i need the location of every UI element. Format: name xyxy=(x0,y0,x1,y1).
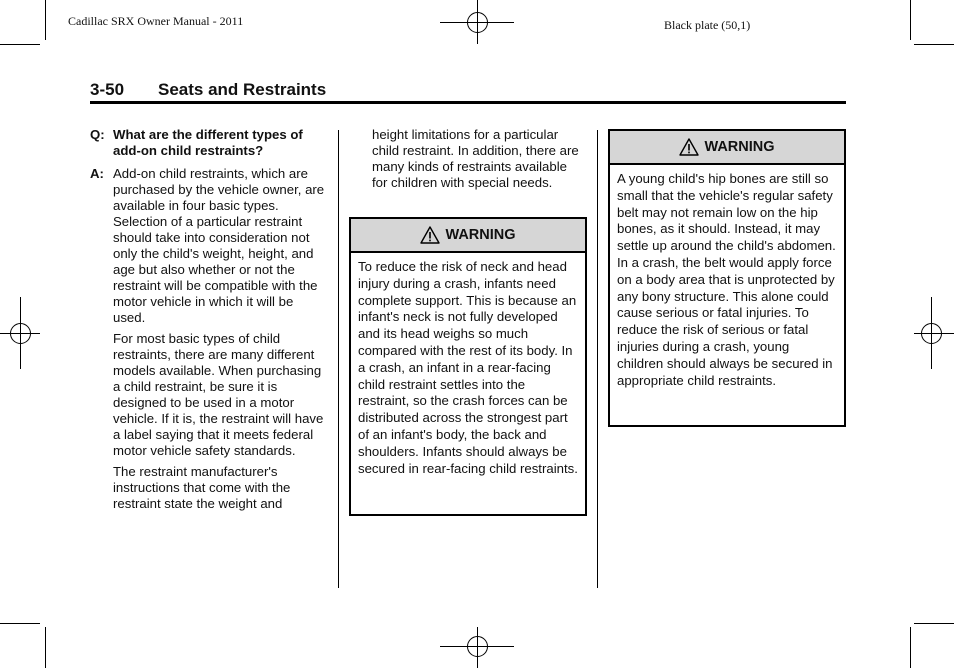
header-rule xyxy=(90,101,846,104)
question-tag: Q: xyxy=(90,127,105,142)
paragraph: height limitations for a particular child restraint. In addition, there are many kinds of restraints available for children with special needs. xyxy=(372,127,579,190)
question-block xyxy=(90,127,326,159)
print-meta-right: Black plate (50,1) xyxy=(664,18,751,32)
warning-title: WARNING xyxy=(445,227,516,243)
crop-mark xyxy=(914,44,954,45)
page-number: 3-50 xyxy=(90,80,125,99)
column-1 xyxy=(90,127,326,512)
paragraph: For most basic types of child restraints, there are many different models available. When purchasing a child restraint, be sure it is designed to be used in a motor vehicle. If it is, the restraint will have a label saying that it meets federal motor vehicle safety standards. xyxy=(113,331,324,458)
warning-text: To reduce the risk of neck and head injury during a crash, infants need complete support. This is because an infant's neck is not fully developed and its head weighs so much compared with the rest of its body. In a crash, an infant in a rear-facing child restraint settles into the restraint, so the crash forces can be distributed across the strongest part of an infant's body, the back and shoulders. Infants should always be secured in rear-facing child restraints. xyxy=(358,259,578,476)
print-meta-left: Cadillac SRX Owner Manual - 2011 xyxy=(68,14,244,28)
crop-mark xyxy=(0,623,40,624)
section-title: Seats and Restraints xyxy=(158,80,327,99)
warning-triangle-icon xyxy=(679,138,699,156)
answer-text: Add-on child restraints, which are purchased by the vehicle owner, are available in four basic types. Selection of a particular restraint should take into consideration not only the child's weight, height, and age but also whether or not the restraint will be compatible with the motor vehicle in which it will be used. xyxy=(113,166,325,325)
crop-mark xyxy=(910,0,911,40)
crop-mark xyxy=(0,44,40,45)
crop-mark xyxy=(45,0,46,40)
warning-header xyxy=(351,219,585,253)
warning-text: A young child's hip bones are still so small that the vehicle's regular safety belt may not remain low on the hip bones, as it should. Instead, it may settle up around the child's abdomen. In a crash, the belt would apply force on a body area that is unprotected by any bony structure. This alone could cause serious or fatal injuries. To reduce the risk of serious or fatal injuries during a crash, young children should always be secured in appropriate child restraints. xyxy=(617,171,836,388)
answer-block xyxy=(90,166,326,326)
crop-mark xyxy=(910,627,911,668)
crop-mark xyxy=(914,623,954,624)
page-header xyxy=(90,80,326,100)
column-2-text xyxy=(372,127,586,191)
warning-title: WARNING xyxy=(704,139,775,155)
question-text: What are the different types of add-on child restraints? xyxy=(113,127,303,158)
warning-box xyxy=(608,129,846,427)
column-divider xyxy=(338,130,339,588)
column-divider xyxy=(597,130,598,588)
paragraph: The restraint manufacturer's instructions that come with the restraint state the weight and xyxy=(113,464,291,511)
warning-header xyxy=(610,131,844,165)
warning-box xyxy=(349,217,587,516)
warning-triangle-icon xyxy=(420,226,440,244)
answer-tag: A: xyxy=(90,166,104,181)
crop-mark xyxy=(45,627,46,668)
